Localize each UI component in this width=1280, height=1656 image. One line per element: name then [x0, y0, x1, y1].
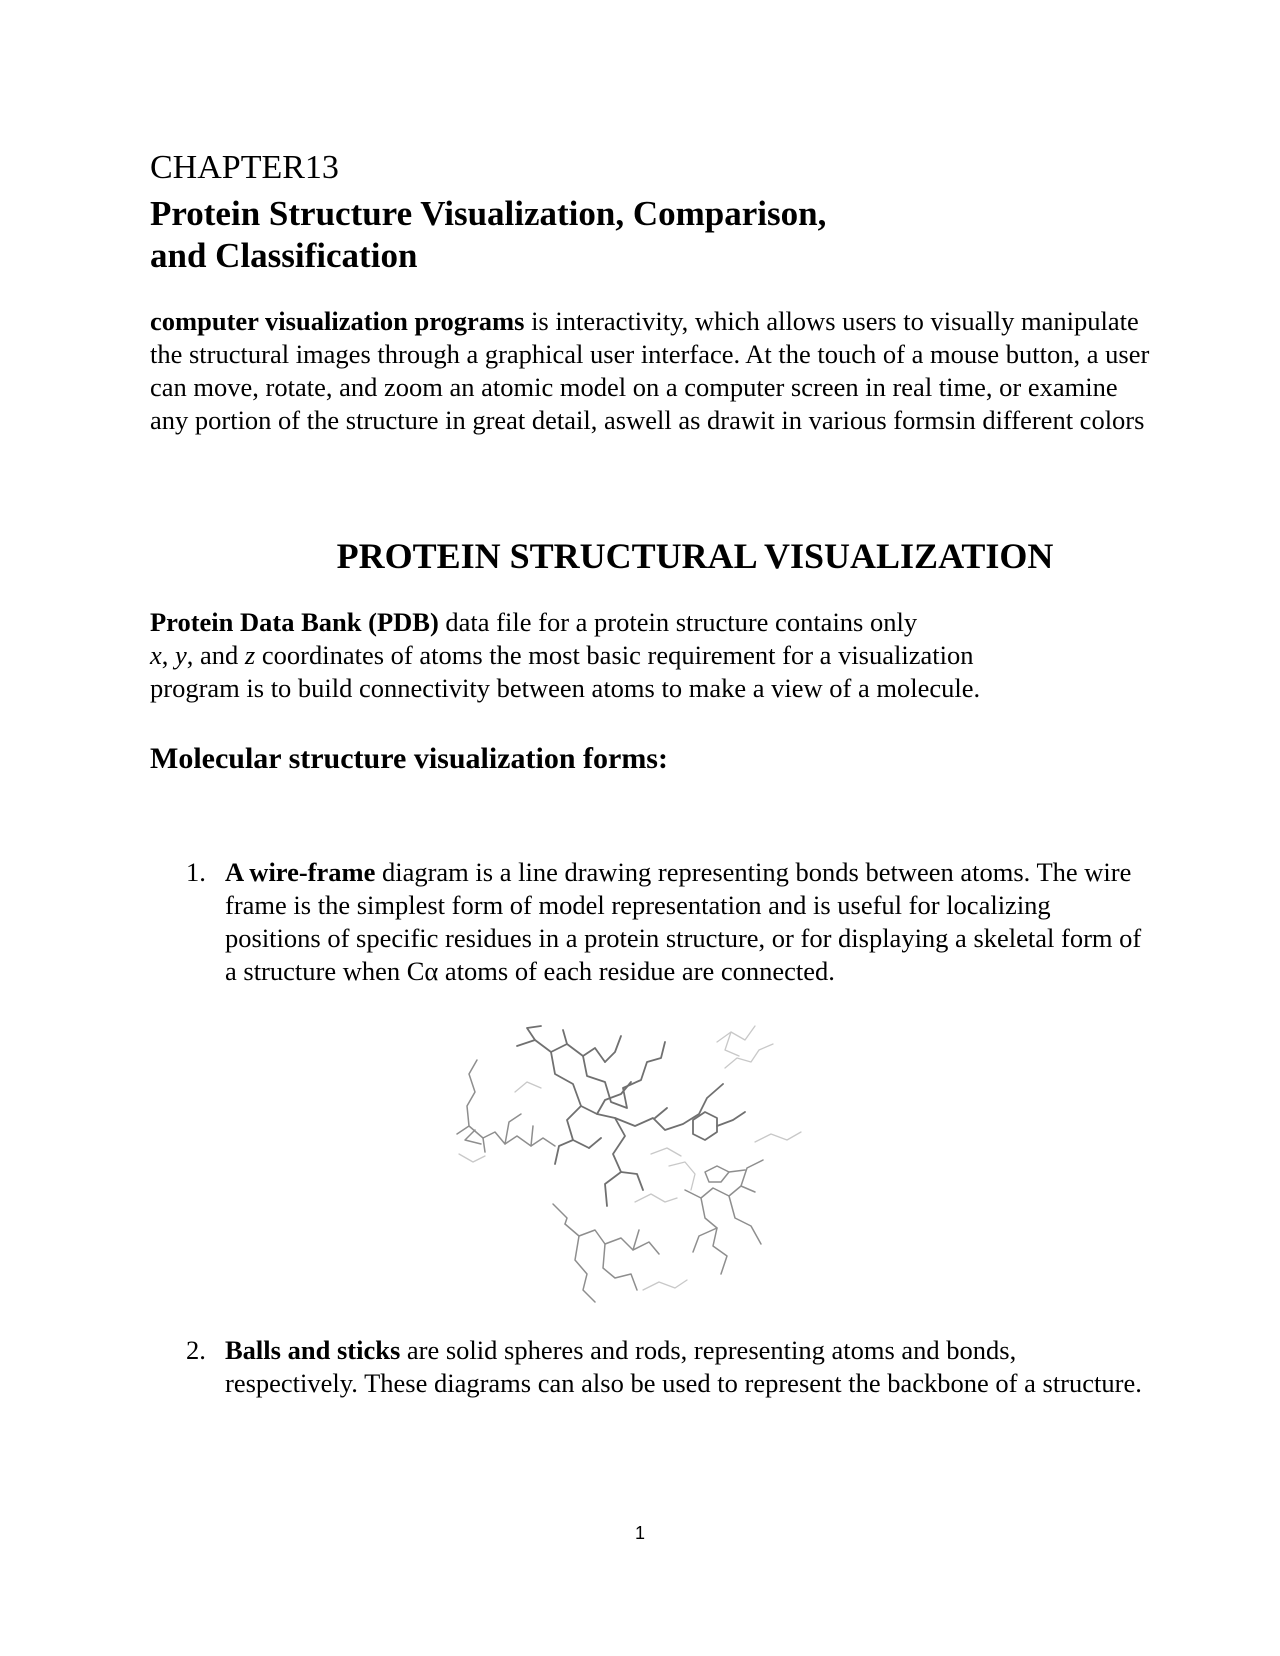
- section-heading: PROTEIN STRUCTURAL VISUALIZATION: [336, 536, 1054, 576]
- list-item-body: [225, 856, 1150, 988]
- wire-frame-figure: [455, 1022, 815, 1322]
- list-item-text: are solid spheres and rods, representing atoms and bonds, respectively. These diagrams can also be used to represent the backbone of a structure.: [225, 1335, 1142, 1398]
- wire-frame-bonds-faint: [459, 1026, 801, 1290]
- list-item-bold-term: Balls and sticks: [225, 1335, 401, 1365]
- pdb-line-2-text: coordinates of atoms the most basic requirement for a visualization: [255, 640, 974, 670]
- intro-paragraph: [150, 305, 1150, 437]
- coord-z: z: [244, 640, 256, 670]
- chapter-title: [150, 193, 826, 277]
- list-number: 2.: [186, 1335, 206, 1365]
- intro-bold-term: computer visualization programs: [150, 306, 525, 336]
- forms-heading: Molecular structure visualization forms:: [150, 742, 668, 775]
- pdb-line-2: [150, 639, 1150, 672]
- pdb-paragraph: [150, 606, 1150, 705]
- chapter-title-line-2: and Classification: [150, 236, 418, 275]
- list-item-bold-term: A wire-frame: [225, 857, 376, 887]
- list-number: 1.: [186, 857, 206, 887]
- pdb-bold-term: Protein Data Bank (PDB): [150, 607, 439, 637]
- intro-text: is interactivity, which allows users to visually manipulate the structural images through a graphical user interface. At the touch of a mouse button, a user can move, rotate, and zoom an atomic model on a computer screen in real time, or examine any portion of the structure in great detail, aswell as drawit in various formsin different colors: [150, 306, 1150, 435]
- list-item-body: [225, 1334, 1150, 1400]
- pdb-line-3: program is to build connectivity between atoms to make a view of a molecule.: [150, 673, 981, 703]
- list-item-text: diagram is a line drawing representing bonds between atoms. The wire frame is the simplest form of model representation and is useful for localizing positions of specific residues in a protein structure, or for displaying a skeletal form of a structure when Cα atoms of each residue are connected.: [225, 857, 1142, 986]
- coord-x: x: [150, 640, 162, 670]
- coord-sep-1: ,: [161, 640, 176, 670]
- chapter-label: CHAPTER13: [150, 149, 339, 186]
- pdb-line-1: [150, 606, 1150, 639]
- coord-sep-2: , and: [186, 640, 245, 670]
- coord-y: y: [175, 640, 187, 670]
- chapter-title-line-1: Protein Structure Visualization, Comparison,: [150, 194, 827, 233]
- wire-frame-bonds-dark: [517, 1026, 745, 1206]
- pdb-line-1-text: data file for a protein structure contains only: [438, 607, 918, 637]
- page-number: 1: [634, 1523, 645, 1543]
